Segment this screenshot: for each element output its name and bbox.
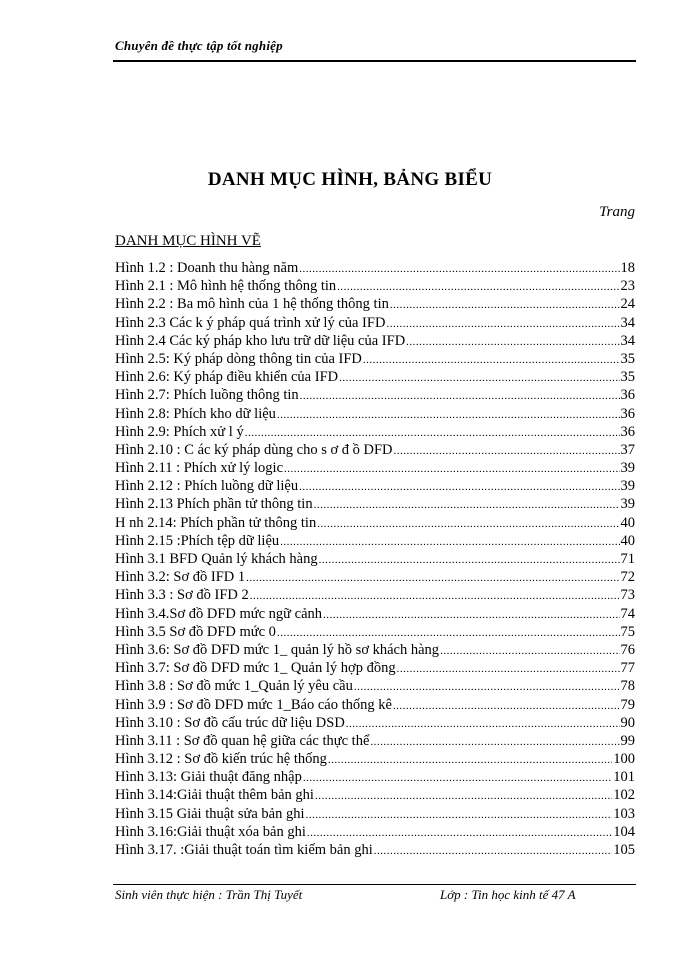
dot-leader (363, 351, 620, 369)
toc-entry-page: 36 (620, 423, 635, 440)
toc-entry-label: Hình 2.3 Các k ý pháp quá trình xử lý của IFD (115, 314, 386, 331)
toc-entry-page: 37 (620, 441, 635, 458)
toc-entry[interactable] (115, 386, 635, 404)
toc-entry[interactable] (115, 477, 635, 495)
toc-entry[interactable] (115, 732, 635, 750)
toc-entry-label: Hình 3.5 Sơ đồ DFD mức 0 (115, 623, 276, 640)
toc-entry-page: 39 (620, 460, 635, 477)
toc-entry-label: Hình 3.10 : Sơ đồ cấu trúc dữ liệu DSD (115, 714, 345, 731)
toc-entry-label: Hình 1.2 : Doanh thu hàng năm (115, 260, 299, 276)
toc-entry-label: Hình 3.4.Sơ đồ DFD mức ngữ cảnh (115, 605, 323, 622)
toc-entry-label: Hình 2.11 : Phích xử lý logic (115, 460, 284, 477)
toc-entry[interactable] (115, 823, 635, 841)
toc-entry[interactable] (115, 495, 635, 513)
toc-entry[interactable] (115, 641, 635, 659)
toc-entry-label: Hình 3.2: Sơ đồ IFD 1 (115, 569, 246, 586)
toc-entry[interactable] (115, 459, 635, 477)
toc-entry-label: Hình 3.11 : Sơ đồ quan hệ giữa các thực thể (115, 732, 370, 749)
toc-entry-label: Hình 3.6: Sơ đồ DFD mức 1_ quản lý hồ sơ khách hàng (115, 641, 440, 658)
toc-entry-label: Hình 3.17. :Giải thuật toán tìm kiếm bản ghi (115, 842, 373, 858)
running-header: Chuyên đề thực tập tốt nghiệp (115, 38, 283, 53)
dot-leader (284, 460, 619, 478)
dot-leader (245, 424, 620, 442)
toc-entry-page: 39 (620, 496, 635, 513)
toc-entry-label: H nh 2.14: Phích phần tử thông tin (115, 514, 317, 531)
toc-entry-page: 35 (620, 369, 635, 386)
toc-entry-label: Hình 3.8 : Sơ đồ mức 1_Quản lý yêu cầu (115, 678, 353, 695)
toc-entry-page: 40 (620, 514, 635, 531)
dot-leader (303, 769, 612, 787)
figure-list (115, 259, 635, 859)
toc-entry[interactable] (115, 332, 635, 350)
dot-leader (337, 278, 619, 296)
toc-entry-label: Hình 3.16:Giải thuật xóa bản ghi (115, 823, 306, 840)
toc-entry[interactable] (115, 841, 635, 859)
dot-leader (440, 642, 619, 660)
dot-leader (277, 624, 620, 642)
toc-entry[interactable] (115, 714, 635, 732)
toc-entry-label: Hình 3.1 BFD Quản lý khách hàng (115, 551, 318, 567)
section-heading: DANH MỤC HÌNH VẼ (115, 233, 261, 249)
toc-entry-page: 35 (620, 350, 635, 367)
toc-entry-page: 75 (620, 623, 635, 640)
toc-entry-label: Hình 2.2 : Ba mô hình của 1 hệ thống thông tin (115, 296, 389, 313)
toc-entry-label: Hình 3.3 : Sơ đồ IFD 2 (115, 587, 249, 604)
toc-entry-label: Hình 2.9: Phích xử l ý (115, 423, 244, 440)
toc-entry-page: 71 (620, 551, 635, 567)
toc-entry-label: Hình 3.9 : Sơ đồ DFD mức 1_Báo cáo thống kê (115, 696, 392, 713)
toc-entry-page: 104 (613, 823, 635, 840)
toc-entry[interactable] (115, 568, 635, 586)
toc-entry-page: 99 (620, 732, 635, 749)
toc-entry-page: 103 (613, 805, 635, 822)
toc-entry[interactable] (115, 368, 635, 386)
dot-leader (317, 515, 619, 533)
toc-entry[interactable] (115, 259, 635, 277)
toc-entry[interactable] (115, 659, 635, 677)
toc-entry[interactable] (115, 623, 635, 641)
toc-entry-page: 73 (620, 587, 635, 604)
dot-leader (299, 260, 619, 278)
toc-entry-label: Hình 2.8: Phích kho dữ liệu (115, 405, 276, 422)
toc-entry-page: 36 (620, 405, 635, 422)
toc-entry[interactable] (115, 532, 635, 550)
toc-entry-label: Hình 2.12 : Phích luồng dữ liệu (115, 478, 299, 495)
dot-leader (299, 478, 619, 496)
dot-leader (307, 824, 612, 842)
dot-leader (300, 387, 620, 405)
toc-entry-label: Hình 2.7: Phích luồng thông tin (115, 387, 299, 404)
toc-entry[interactable] (115, 750, 635, 768)
dot-leader (354, 678, 620, 696)
toc-entry-label: Hình 3.7: Sơ đồ DFD mức 1_ Quản lý hợp đồng (115, 660, 396, 677)
dot-leader (250, 587, 620, 605)
toc-entry-page: 90 (620, 714, 635, 731)
toc-entry-label: Hình 2.4 Các ký pháp kho lưu trữ dữ liệu của IFD (115, 332, 406, 349)
toc-entry-page: 79 (620, 696, 635, 713)
footer-class: Lớp : Tin học kinh tế 47 A (440, 887, 576, 902)
dot-leader (346, 715, 620, 733)
toc-entry-label: Hình 2.10 : C ác ký pháp dùng cho s ơ đ ồ DFD (115, 441, 393, 458)
toc-entry[interactable] (115, 350, 635, 368)
dot-leader (328, 751, 612, 769)
dot-leader (246, 569, 619, 587)
toc-entry-label: Hình 3.12 : Sơ đồ kiến trúc hệ thống (115, 751, 327, 768)
toc-entry[interactable] (115, 441, 635, 459)
toc-entry-page: 36 (620, 387, 635, 404)
toc-entry[interactable] (115, 768, 635, 786)
toc-entry-page: 100 (613, 751, 635, 768)
page-column-label: Trang (599, 204, 635, 220)
dot-leader (370, 733, 619, 751)
toc-entry-page: 78 (620, 678, 635, 695)
dot-leader (315, 787, 612, 805)
toc-entry-page: 40 (620, 532, 635, 549)
toc-entry[interactable] (115, 277, 635, 295)
dot-leader (277, 406, 620, 424)
dot-leader (323, 606, 619, 624)
dot-leader (305, 806, 612, 824)
toc-entry[interactable] (115, 514, 635, 532)
toc-entry[interactable] (115, 677, 635, 695)
dot-leader (394, 442, 620, 460)
header-divider (113, 60, 636, 62)
footer-divider (113, 884, 636, 885)
toc-entry-page: 77 (620, 660, 635, 677)
toc-entry[interactable] (115, 314, 635, 332)
toc-entry[interactable] (115, 786, 635, 804)
toc-entry-label: Hình 3.13: Giải thuật đăng nhập (115, 769, 302, 786)
toc-entry-page: 72 (620, 569, 635, 586)
toc-entry-page: 105 (613, 842, 635, 858)
toc-entry[interactable] (115, 696, 635, 714)
toc-entry-page: 34 (620, 314, 635, 331)
dot-leader (374, 842, 613, 860)
dot-leader (339, 369, 619, 387)
toc-entry-page: 24 (620, 296, 635, 313)
toc-entry-label: Hình 2.6: Ký pháp điều khiển của IFD (115, 369, 339, 386)
toc-entry-label: Hình 2.1 : Mô hình hệ thống thông tin (115, 278, 337, 295)
toc-entry-label: Hình 3.14:Giải thuật thêm bản ghi (115, 787, 314, 804)
toc-entry[interactable] (115, 405, 635, 423)
toc-entry-label: Hình 2.15 :Phích tệp dữ liệu (115, 532, 280, 549)
toc-entry[interactable] (115, 605, 635, 623)
toc-entry-page: 18 (620, 260, 635, 276)
toc-entry[interactable] (115, 295, 635, 313)
toc-entry[interactable] (115, 423, 635, 441)
dot-leader (319, 551, 620, 569)
toc-entry-page: 101 (613, 769, 635, 786)
dot-leader (390, 296, 620, 314)
toc-entry[interactable] (115, 550, 635, 568)
toc-entry[interactable] (115, 805, 635, 823)
toc-entry-page: 39 (620, 478, 635, 495)
toc-entry-label: Hình 2.5: Ký pháp dòng thông tin của IFD (115, 350, 362, 367)
toc-entry-page: 74 (620, 605, 635, 622)
toc-entry-page: 23 (620, 278, 635, 295)
dot-leader (406, 333, 619, 351)
page-title: DANH MỤC HÌNH, BẢNG BIỂU (207, 169, 493, 190)
dot-leader (386, 315, 619, 333)
dot-leader (393, 697, 620, 715)
toc-entry[interactable] (115, 586, 635, 604)
dot-leader (280, 533, 619, 551)
toc-entry-page: 34 (620, 332, 635, 349)
toc-entry-label: Hình 2.13 Phích phần tử thông tin (115, 496, 313, 513)
dot-leader (397, 660, 620, 678)
toc-entry-label: Hình 3.15 Giải thuật sửa bản ghi (115, 805, 305, 822)
toc-entry-page: 76 (620, 641, 635, 658)
footer-student: Sinh viên thực hiện : Trần Thị Tuyết (115, 887, 303, 902)
toc-entry-page: 102 (613, 787, 635, 804)
dot-leader (314, 496, 620, 514)
